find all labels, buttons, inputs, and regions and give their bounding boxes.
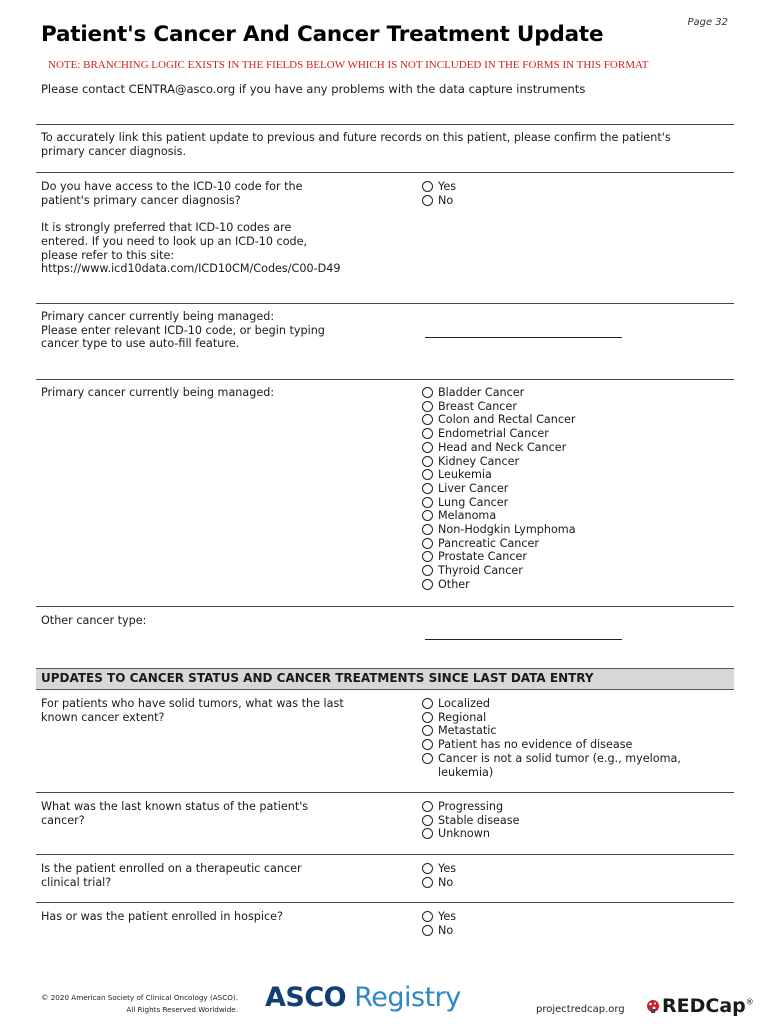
radio-option[interactable] <box>422 578 576 592</box>
option-label: Metastatic <box>438 724 497 738</box>
copyright-line: © 2020 American Society of Clinical Oncology (ASCO). <box>41 993 238 1002</box>
question-extent: For patients who have solid tumors, what was the last known cancer extent? <box>41 697 344 724</box>
option-label: Head and Neck Cancer <box>438 440 567 454</box>
option-label: Patient has no evidence of disease <box>438 738 633 752</box>
option-label: No <box>438 875 454 889</box>
option-label: Progressing <box>438 800 504 813</box>
option-label: Non-Hodgkin Lymphoma <box>438 523 576 537</box>
radio-button[interactable] <box>422 195 433 206</box>
question-trial: Is the patient enrolled on a therapeutic cancer clinical trial? <box>41 862 302 889</box>
question-other-type: Other cancer type: <box>41 614 147 627</box>
question-hospice: Has or was the patient enrolled in hospice? <box>41 910 283 923</box>
radio-button[interactable] <box>422 815 433 826</box>
radio-option[interactable] <box>422 441 576 455</box>
divider <box>36 124 734 125</box>
divider <box>36 854 734 855</box>
radio-button[interactable] <box>422 497 433 508</box>
radio-button[interactable] <box>422 510 433 521</box>
radio-button[interactable] <box>422 565 433 576</box>
radio-option[interactable] <box>422 496 576 510</box>
question-primary-type: Primary cancer currently being managed: <box>41 386 275 399</box>
option-label: Lung Cancer <box>438 495 509 509</box>
radio-option[interactable] <box>422 827 519 841</box>
option-label: Bladder Cancer <box>438 386 525 399</box>
radio-button[interactable] <box>422 725 433 736</box>
radio-option[interactable] <box>422 427 576 441</box>
radio-option[interactable] <box>422 724 712 738</box>
option-label: Regional <box>438 710 487 724</box>
radio-option[interactable] <box>422 814 519 828</box>
radio-button[interactable] <box>422 828 433 839</box>
radio-option[interactable] <box>422 862 456 876</box>
question-icd-access: Do you have access to the ICD-10 code for the patient's primary cancer diagnosis? It is strongly preferred that ICD-10 codes are entered. If you need to look up an ICD-10 code, please refer to this site: https://www.icd10data.com/ICD10CM/Codes/C00-D49 <box>41 180 341 276</box>
option-label: No <box>438 193 454 207</box>
radio-button[interactable] <box>422 456 433 467</box>
asco-registry-logo <box>265 982 461 1013</box>
radio-button[interactable] <box>422 387 433 398</box>
registry-logo-text: Registry <box>354 982 461 1013</box>
radio-button[interactable] <box>422 551 433 562</box>
radio-button[interactable] <box>422 181 433 192</box>
radio-button[interactable] <box>422 414 433 425</box>
radio-button[interactable] <box>422 698 433 709</box>
radio-option[interactable] <box>422 400 576 414</box>
divider <box>36 303 734 304</box>
option-label: Breast Cancer <box>438 399 517 413</box>
option-label: Yes <box>438 910 457 923</box>
options-primary-type <box>422 386 576 592</box>
option-label: Yes <box>438 180 457 193</box>
radio-button[interactable] <box>422 801 433 812</box>
option-label: Other <box>438 577 470 591</box>
radio-option[interactable] <box>422 194 456 208</box>
radio-option[interactable] <box>422 509 576 523</box>
radio-button[interactable] <box>422 877 433 888</box>
radio-button[interactable] <box>422 911 433 922</box>
option-label: Kidney Cancer <box>438 454 520 468</box>
contact-text: Please contact CENTRA@asco.org if you have any problems with the data capture instruments <box>41 82 586 96</box>
options-status <box>422 800 519 841</box>
option-label: Colon and Rectal Cancer <box>438 413 576 427</box>
radio-option[interactable] <box>422 180 456 194</box>
divider <box>36 792 734 793</box>
intro-text: To accurately link this patient update to previous and future records on this patient, please confirm the patient's primary cancer diagnosis. <box>41 131 671 158</box>
radio-option[interactable] <box>422 697 712 711</box>
divider <box>36 172 734 173</box>
option-label: Liver Cancer <box>438 481 509 495</box>
options-extent <box>422 697 712 779</box>
radio-option[interactable] <box>422 413 576 427</box>
radio-option[interactable] <box>422 550 576 564</box>
option-label: Leukemia <box>438 468 492 482</box>
option-label: Endometrial Cancer <box>438 427 549 441</box>
radio-button[interactable] <box>422 712 433 723</box>
radio-button[interactable] <box>422 753 433 764</box>
radio-button[interactable] <box>422 483 433 494</box>
project-url: projectredcap.org <box>536 1004 625 1015</box>
radio-option[interactable] <box>422 752 712 779</box>
radio-option[interactable] <box>422 482 576 496</box>
divider <box>36 606 734 607</box>
radio-option[interactable] <box>422 523 576 537</box>
radio-option[interactable] <box>422 537 576 551</box>
options-icd-access <box>422 180 456 207</box>
radio-button[interactable] <box>422 925 433 936</box>
radio-option[interactable] <box>422 386 576 400</box>
radio-button[interactable] <box>422 579 433 590</box>
radio-button[interactable] <box>422 538 433 549</box>
divider <box>36 379 734 380</box>
radio-button[interactable] <box>422 401 433 412</box>
redcap-logo-text: REDCap <box>662 995 746 1017</box>
radio-button[interactable] <box>422 863 433 874</box>
option-label: Yes <box>438 862 457 875</box>
radio-option[interactable] <box>422 468 576 482</box>
trademark-icon: ® <box>745 997 754 1007</box>
other-type-input-line[interactable] <box>425 639 622 640</box>
radio-button[interactable] <box>422 442 433 453</box>
option-label: Prostate Cancer <box>438 550 528 564</box>
question-primary-code: Primary cancer currently being managed: Please enter relevant ICD-10 code, or begin typing cancer type to use auto-fill feature. <box>41 310 325 351</box>
primary-code-input-line[interactable] <box>425 337 622 338</box>
option-label: Melanoma <box>438 509 497 523</box>
radio-option[interactable] <box>422 564 576 578</box>
option-label: Unknown <box>438 827 490 841</box>
option-label: No <box>438 923 454 937</box>
option-label: Cancer is not a solid tumor (e.g., myeloma, leukemia) <box>438 751 681 779</box>
divider <box>36 902 734 903</box>
option-label: Pancreatic Cancer <box>438 536 540 550</box>
radio-option[interactable] <box>422 455 576 469</box>
copyright <box>28 992 238 1016</box>
radio-option[interactable] <box>422 876 456 890</box>
asco-logo-text: ASCO <box>265 982 347 1013</box>
radio-option[interactable] <box>422 924 456 938</box>
radio-option[interactable] <box>422 800 519 814</box>
question-status: What was the last known status of the patient's cancer? <box>41 800 309 827</box>
section-header-text: UPDATES TO CANCER STATUS AND CANCER TREATMENTS SINCE LAST DATA ENTRY <box>41 671 594 685</box>
radio-button[interactable] <box>422 428 433 439</box>
branching-note: NOTE: BRANCHING LOGIC EXISTS IN THE FIELDS BELOW WHICH IS NOT INCLUDED IN THE FORMS IN THIS FORMAT <box>48 59 649 71</box>
options-hospice <box>422 910 456 937</box>
section-header <box>36 668 734 690</box>
option-label: Localized <box>438 697 490 710</box>
redcap-logo <box>646 995 754 1017</box>
radio-option[interactable] <box>422 711 712 725</box>
redcap-icon <box>646 999 660 1013</box>
options-trial <box>422 862 456 889</box>
form-title: Patient's Cancer And Cancer Treatment Update <box>41 22 604 47</box>
page-number: Page 32 <box>687 17 728 28</box>
copyright-line: All Rights Reserved Worldwide. <box>126 1005 238 1014</box>
radio-option[interactable] <box>422 910 456 924</box>
option-label: Thyroid Cancer <box>438 564 523 578</box>
radio-option[interactable] <box>422 738 712 752</box>
radio-button[interactable] <box>422 524 433 535</box>
radio-button[interactable] <box>422 739 433 750</box>
option-label: Stable disease <box>438 813 520 827</box>
radio-button[interactable] <box>422 469 433 480</box>
